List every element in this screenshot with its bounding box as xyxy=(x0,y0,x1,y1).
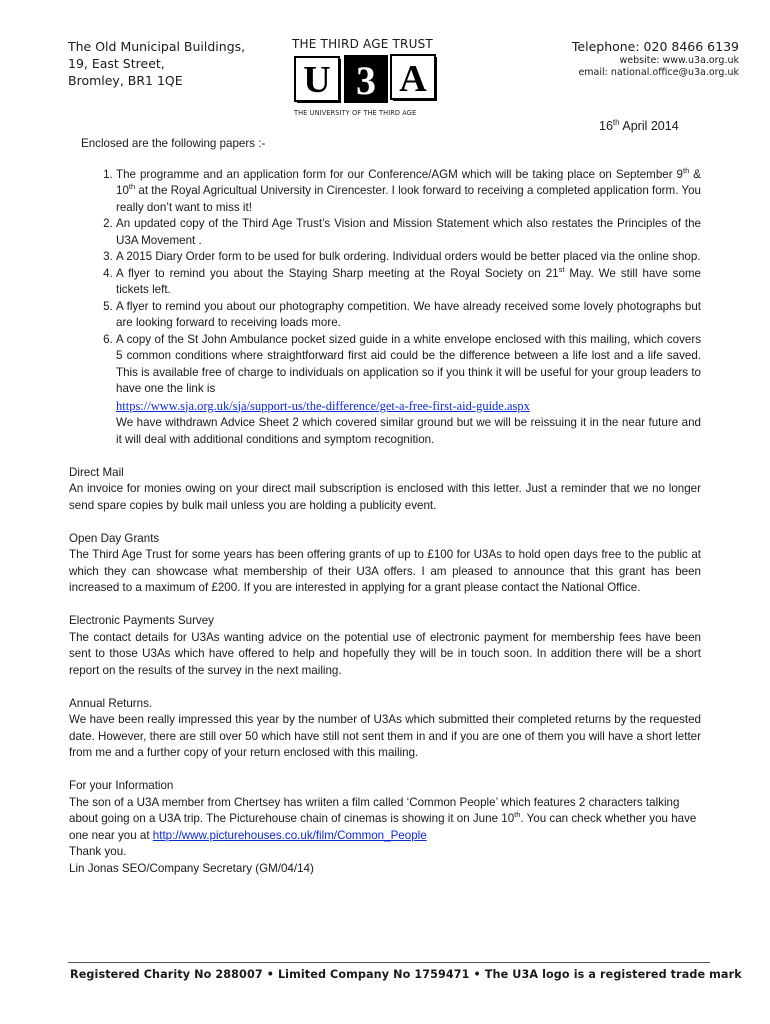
u3a-logo xyxy=(294,54,438,104)
section-electronic-payments xyxy=(69,613,701,679)
telephone: Telephone: 020 8466 6139 xyxy=(571,39,739,54)
section-heading: Electronic Payments Survey xyxy=(69,614,214,627)
letter-date xyxy=(599,119,679,133)
logo-subtitle: THE UNIVERSITY OF THE THIRD AGE xyxy=(294,109,417,117)
trust-title: THE THIRD AGE TRUST xyxy=(292,37,433,51)
section-heading: Annual Returns. xyxy=(69,696,153,710)
section-annual-returns xyxy=(69,696,701,762)
footer-text: Registered Charity No 288007 • Limited Company No 1759471 • The U3A logo is a registered trade mark xyxy=(70,968,742,981)
date-rest: April 2014 xyxy=(619,119,679,133)
picturehouses-link[interactable]: http://www.picturehouses.co.uk/film/Common_People xyxy=(152,828,427,842)
thanks: Thank you. xyxy=(69,845,127,858)
section-body: The Third Age Trust for some years has been offering grants of up to £100 for U3As to hold open days free to the public at which they can showcase what membership of their U3A offers. I am pleased to announce that this grant has been increased to a maximum of £200. If you are interested in applying for a grant please contact the National Office. xyxy=(69,548,701,594)
website: website: www.u3a.org.uk xyxy=(619,55,739,66)
section-heading: Direct Mail xyxy=(69,465,124,479)
logo-letter: U xyxy=(303,59,331,101)
date-day: 16 xyxy=(599,119,613,133)
list-item: 2. An updated copy of the Third Age Trust’s Vision and Mission Statement which also restates the Principles of the U3A Movement . xyxy=(116,216,701,249)
section-body: The son of a U3A member from Chertsey has wriiten a film called ‘Common People’ which features 2 characters talking about going on a U3A trip. The Picturehouse chain of cinemas is showing it on June 10 xyxy=(69,795,680,825)
logo-letter: 3 xyxy=(356,58,376,103)
section-body: The contact details for U3As wanting advice on the potential use of electronic payment for membership fees have been sent to those U3As which have offered to help and hopefully they will be in touch soon. In addition there will be a short report on the results of the survey in the next mailing. xyxy=(69,630,701,677)
section-heading: For your Information xyxy=(69,779,174,792)
list-item: 3. A 2015 Diary Order form to be used for bulk ordering. Individual orders would be better placed via the online shop. xyxy=(116,249,701,266)
intro: Enclosed are the following papers :- xyxy=(81,137,266,150)
list-item: 1. The programme and an application form for our Conference/AGM which will be taking place on September 9th & 10th at the Royal Agricultual University in Cirencester. I look forward to receiving a completed application form. You really don’t want to miss it! xyxy=(116,167,701,217)
date-suffix: th xyxy=(612,117,620,127)
list-item: 4. A flyer to remind you about the Staying Sharp meeting at the Royal Society on 21st May. We still have some tickets left. xyxy=(116,266,701,299)
section-heading: Open Day Grants xyxy=(69,531,160,545)
address-line: 19, East Street, xyxy=(68,56,165,71)
section-body: We have been really impressed this year by the number of U3As which submitted their completed returns by the requested date. However, there are still over 50 which have still not sent them in and if you are one of them you will have a short letter from me and a further copy of your return enclosed with this mailing. xyxy=(69,713,701,759)
letter-body xyxy=(69,136,701,877)
footer-divider xyxy=(68,962,710,963)
list-item: 5. A flyer to remind you about our photography competition. We have already received some lovely photographs but are looking forward to receiving loads more. xyxy=(116,299,701,332)
address-line: Bromley, BR1 1QE xyxy=(68,73,183,88)
section-body: An invoice for monies owing on your direct mail subscription is enclosed with this letter. Just a reminder that we no longer send spare copies by bulk mail unless you are holding a publicity event. xyxy=(69,482,701,512)
list-item: 6. A copy of the St John Ambulance pocket sized guide in a white envelope enclosed with this mailing, which covers 5 common conditions where straightforward first aid could be the difference between a life lost and a life saved. This is available free of charge to individuals on application so if you think it will be useful for your group leaders to have one the link is https://www.sja.org.uk/sja/support-us/the-difference/get-a-free-first-aid-guide.aspx We have withdrawn Advice Sheet 2 which covered similar ground but we will be reissuing it in the near future and it will deal with additional conditions and symptom recognition. xyxy=(116,332,701,449)
contact-block xyxy=(572,38,739,79)
address-line: The Old Municipal Buildings, xyxy=(68,39,246,54)
enclosures-list xyxy=(69,167,701,449)
section-open-day xyxy=(69,531,701,597)
section-direct-mail xyxy=(69,465,701,515)
signature: Lin Jonas SEO/Company Secretary (GM/04/14) xyxy=(69,861,314,875)
logo-letter: A xyxy=(399,58,427,100)
sja-guide-link[interactable]: https://www.sja.org.uk/sja/support-us/the-difference/get-a-free-first-aid-guide.aspx xyxy=(116,398,530,413)
section-information: For your Information The son of a U3A member from Chertsey has wriiten a film called ‘Common People’ which features 2 characters talking about going on a U3A trip. The Picturehouse chain of cinemas is showing it on June 10th. You can check whether you have one near you at http://www.picturehouses.co.uk/film/Common_People xyxy=(69,778,701,844)
email: email: national.office@u3a.org.uk xyxy=(578,67,739,78)
sender-address xyxy=(68,38,245,89)
